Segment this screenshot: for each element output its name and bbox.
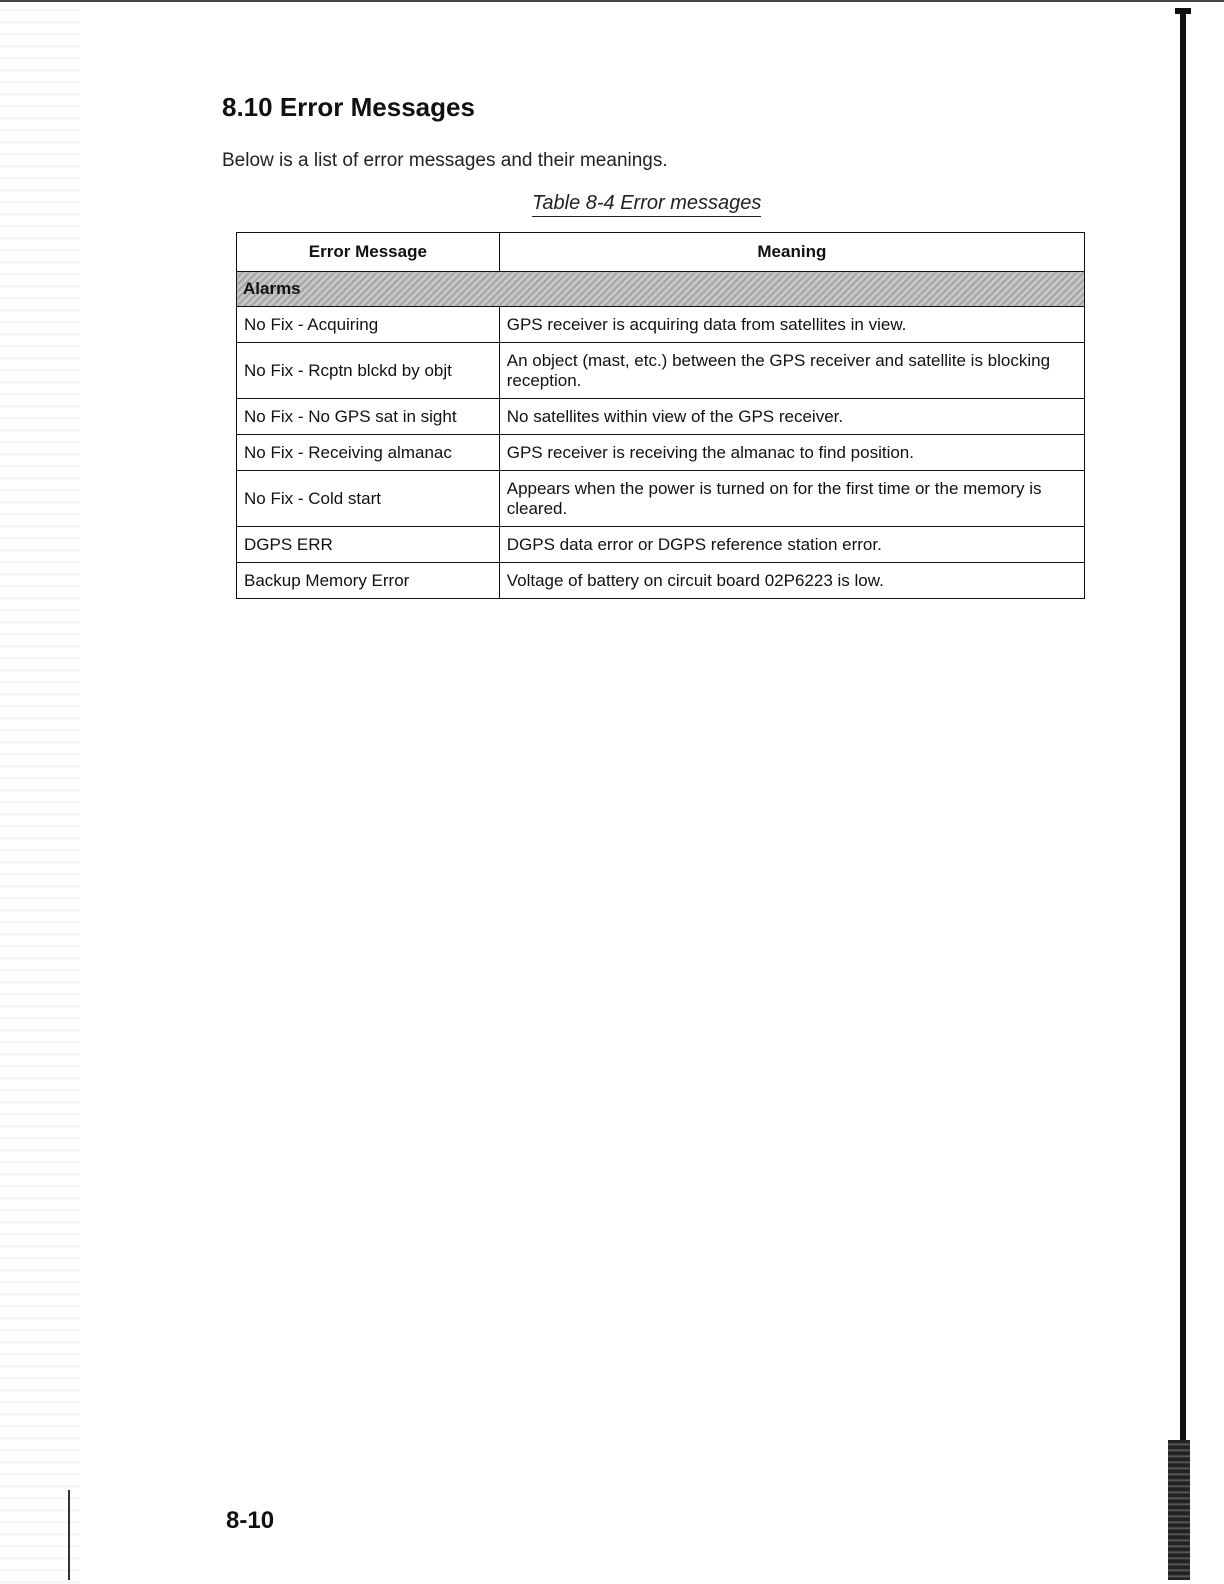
scan-smudge-right [1168,1440,1190,1580]
scan-edge-top [0,0,1224,10]
table-row [237,307,1085,343]
meaning-cell: Appears when the power is turned on for the first time or the memory is cleared. [499,471,1084,527]
scan-edge-right [1180,10,1186,1580]
table-header-row [237,233,1085,272]
intro-text: Below is a list of error messages and their meanings. [222,150,668,171]
group-row-alarms [237,272,1085,307]
table-row [237,343,1085,399]
error-message-cell: No Fix - No GPS sat in sight [237,399,500,435]
page-number: 8-10 [226,1507,275,1534]
meaning-cell: GPS receiver is acquiring data from satellites in view. [499,307,1084,343]
group-label: Alarms [237,272,1085,307]
scan-edge-left-mark [68,1490,70,1580]
table-row [237,563,1085,599]
section-title: 8.10 Error Messages [222,92,475,122]
scan-noise-left [0,0,80,1584]
table-row [237,471,1085,527]
table-row [237,527,1085,563]
error-message-cell: No Fix - Acquiring [237,307,500,343]
table-caption: Table 8-4 Error messages [532,192,761,217]
meaning-cell: Voltage of battery on circuit board 02P6223 is low. [499,563,1084,599]
error-messages-table [236,232,1085,599]
meaning-cell: GPS receiver is receiving the almanac to find position. [499,435,1084,471]
error-message-cell: Backup Memory Error [237,563,500,599]
error-message-cell: DGPS ERR [237,527,500,563]
error-message-cell: No Fix - Receiving almanac [237,435,500,471]
meaning-cell: No satellites within view of the GPS receiver. [499,399,1084,435]
table-row [237,435,1085,471]
error-message-cell: No Fix - Rcptn blckd by objt [237,343,500,399]
column-header-error-message: Error Message [237,233,500,272]
meaning-cell: An object (mast, etc.) between the GPS receiver and satellite is blocking reception. [499,343,1084,399]
error-message-cell: No Fix - Cold start [237,471,500,527]
column-header-meaning: Meaning [499,233,1084,272]
table-row [237,399,1085,435]
meaning-cell: DGPS data error or DGPS reference station error. [499,527,1084,563]
